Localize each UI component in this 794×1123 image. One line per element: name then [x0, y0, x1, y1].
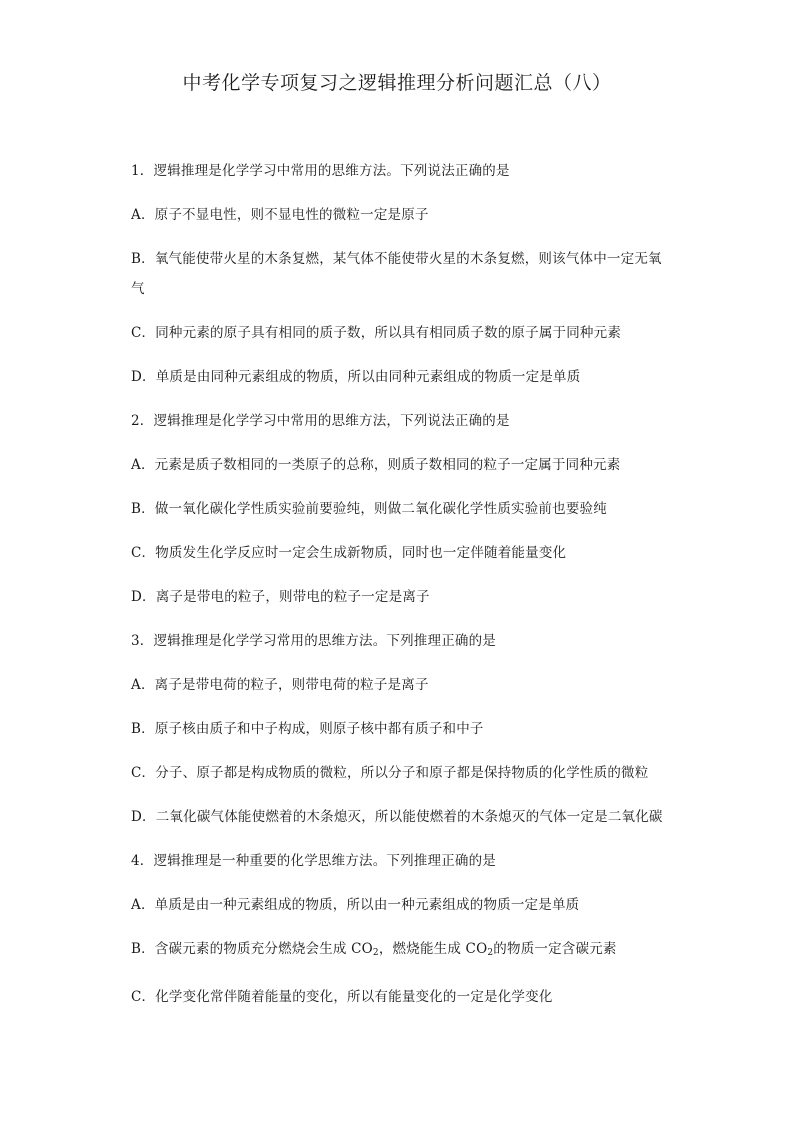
question-2 — [131, 406, 667, 612]
option-c: C．化学变化常伴随着能量的变化，所以有能量变化的一定是化学变化 — [131, 989, 553, 1005]
question-3 — [131, 626, 667, 832]
option-b-text-1: B．含碳元素的物质充分燃烧会生成 CO — [131, 941, 373, 957]
option-d: D．离子是带电的粒子，则带电的粒子一定是离子 — [131, 589, 430, 605]
option-b — [131, 934, 667, 968]
option-c: C．物质发生化学反应时一定会生成新物质，同时也一定伴随着能量变化 — [131, 545, 567, 561]
question-4 — [131, 846, 667, 1012]
option-a: A．单质是由一种元素组成的物质，所以由一种元素组成的物质一定是单质 — [131, 897, 580, 913]
option-a: A．元素是质子数相同的一类原子的总称，则质子数相同的粒子一定属于同种元素 — [131, 457, 621, 473]
question-stem: 3．逻辑推理是化学学习常用的思维方法。下列推理正确的是 — [131, 633, 496, 649]
subscript-2: 2 — [487, 948, 494, 958]
option-b: B．原子核由质子和中子构成，则原子核中都有质子和中子 — [131, 721, 484, 737]
subscript-2: 2 — [372, 948, 379, 958]
question-stem: 4．逻辑推理是一种重要的化学思维方法。下列推理正确的是 — [131, 853, 496, 869]
question-stem: 1．逻辑推理是化学学习中常用的思维方法。下列说法正确的是 — [131, 163, 510, 179]
question-list — [131, 156, 667, 1026]
option-b: B．氧气能使带火星的木条复燃，某气体不能使带火星的木条复燃，则该气体中一定无氧气 — [131, 251, 662, 297]
option-b: B．做一氧化碳化学性质实验前要验纯，则做二氧化碳化学性质实验前也要验纯 — [131, 501, 607, 517]
question-1 — [131, 156, 667, 392]
option-a: A．离子是带电荷的粒子，则带电荷的粒子是离子 — [131, 677, 429, 693]
option-b-text-3: 的物质一定含碳元素 — [493, 941, 617, 957]
option-c: C．分子、原子都是构成物质的微粒，所以分子和原子都是保持物质的化学性质的微粒 — [131, 765, 649, 781]
page-title: 中考化学专项复习之逻辑推理分析问题汇总（八） — [182, 72, 612, 94]
option-b-text-2: ，燃烧能生成 CO — [378, 941, 488, 957]
question-stem: 2．逻辑推理是化学学习中常用的思维方法，下列说法正确的是 — [131, 413, 510, 429]
option-d: D．二氧化碳气体能使燃着的木条熄灭，所以能使燃着的木条熄灭的气体一定是二氧化碳 — [131, 809, 663, 825]
option-d: D．单质是由同种元素组成的物质，所以由同种元素组成的物质一定是单质 — [131, 369, 581, 385]
option-a: A．原子不显电性，则不显电性的微粒一定是原子 — [131, 207, 429, 223]
option-c: C．同种元素的原子具有相同的质子数，所以具有相同质子数的原子属于同种元素 — [131, 325, 622, 341]
